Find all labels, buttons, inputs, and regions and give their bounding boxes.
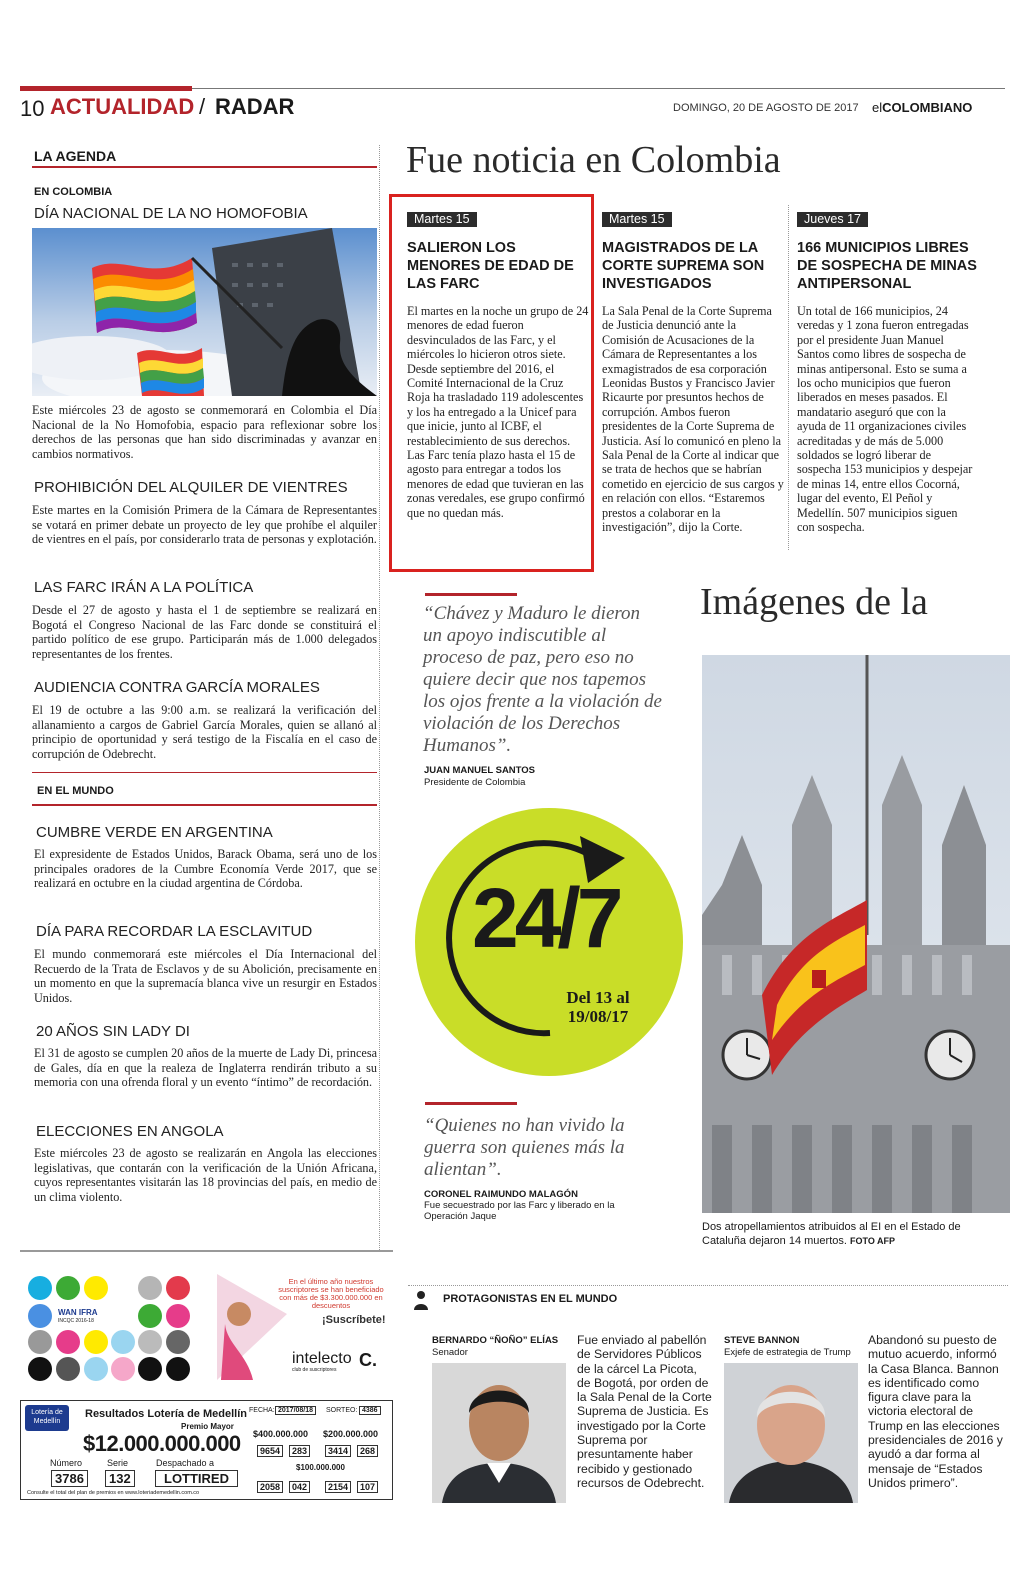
news-body: Un total de 166 municipios, 24 veredas y 1 zona fueron entregadas por el presidente Juan Manuel Santos como libres de sospecha de minas antipersonal. Esto se suma a los ocho municipios que fueron liberados en meses pasados. El mandatario aseguró que con la ayuda de 11 organizaciones civiles acreditadas y de más de 5.000 soldados se logró liberar de sospecha 153 municipios y despejar de minas 14, entre ellos Cocorná, lugar del evento, El Peñol y Medellín. 507 municipios siguen con sospecha. [797,304,973,535]
images-title: Imágenes de la [700,581,928,623]
region-world: EN EL MUNDO [37,785,114,797]
news-body: La Sala Penal de la Corte Suprema de Justicia denunció ante la Comisión de Acusaciones de la Cámara de Representantes a los exmagistrados de esa corporación Leonidas Bustos y Francisco Javier Ricaurte por presuntos hechos de corrupción. Ambos fueron presidentes de la Corte Suprema de Justicia. Así lo comunicó en pleno la Sala Penal de la Corte al indicar que se trata de hechos que se habrían cometido en ejercicio de sus cargos y en relación con ellos. “Estaremos prestos a colaborar en la investigación”, dijo la Corte. [602,304,784,535]
event-title: 20 AÑOS SIN LADY DI [36,1023,190,1040]
seco1-value: $400.000.000 [253,1429,309,1439]
event-body: Este martes en la Comisión Primera de la Cámara de Representantes se votará en primer debate un proyecto de ley que prohíbe el alquiler de vientres en el país, por considerarlo trata de personas y explotación. [32,503,377,547]
color-swatch [56,1276,80,1300]
despachado-value: LOTTIRED [155,1470,238,1487]
event-body: Desde el 27 de agosto y hasta el 1 de septiembre se realizará en Bogotá el Congreso Nacional de las Farc donde se constituirá el partido político de ese grupo. Participarán más de 1.000 delegados representantes de los frentes. [32,603,377,661]
event-body: El mundo conmemorará este miércoles el Día Internacional del Recuerdo de la Trata de Esclavos y de su Abolición, precisamente en un momento en que la supremacía blanca vive un resurgir en Estados Unidos. [34,947,377,1005]
subscription-ad[interactable] [22,1270,392,1388]
wan-ifra-logo: WAN IFRA [58,1308,98,1317]
event-body: El 31 de agosto se cumplen 20 años de la muerte de Lady Di, princesa de Gales, día en que la realeza de Inglaterra rendirán tributo a su memoria con una ofrenda floral y un evento “íntimo” de recordación. [34,1046,377,1090]
badge-dates: Del 13 al 19/08/17 [566,988,630,1026]
event-body: Este miércoles 23 de agosto se conmemorará en Colombia el Día Nacional de la No Homofobia, espacio para reflexionar sobre los derechos de las personas que han sido discriminadas y avanzar en cambios normativos. [32,403,377,461]
ad-text: En el último año nuestros suscriptores se han beneficiado con más de $3.300.000.000 en descuentos [278,1277,384,1310]
event-body: El expresidente de Estados Unidos, Barack Obama, será uno de los principales oradores de la Cumbre Economía Verde 2017, que se realizará en octubre en la ciudad argentina de Córdoba. [34,847,377,891]
seco1-number: 9654 [257,1445,283,1457]
color-swatch [138,1304,162,1328]
color-swatch [84,1276,108,1300]
brand-prefix: el [872,100,883,115]
protagonists-rule [408,1285,1008,1286]
seco3b-serie: 107 [357,1481,378,1493]
lottery-footer: Consulte el total del plan de premios en www.loteriademedellin.com.co [27,1490,200,1496]
color-swatch [166,1276,190,1300]
person-text: Abandonó su puesto de mutuo acuerdo, informó la Casa Blanca. Bannon es identificado como figura clave para la victoria electoral de Trump en las elecciones presidenciales de 2016 y ayudó a dar forma al mensaje de “Estados Unidos primero”. [868,1333,1003,1490]
subscribe-link[interactable]: ¡Suscríbete! [322,1314,386,1326]
numero-label: Número [50,1458,83,1468]
agenda-rule [32,166,377,168]
quote-author: JUAN MANUEL SANTOS [424,765,536,776]
seco3b-number: 2154 [325,1481,351,1493]
lottery-logo: Lotería de Medellín [25,1405,69,1431]
event-title: CUMBRE VERDE EN ARGENTINA [36,824,273,841]
quote-author: CORONEL RAIMUNDO MALAGÓN [424,1189,578,1200]
color-swatch [111,1330,135,1354]
region-colombia: EN COLOMBIA [34,186,113,198]
news-day-tag: Jueves 17 [797,212,868,227]
serie-label: Serie [107,1458,129,1468]
intelecto-sub: club de suscriptores [292,1367,337,1373]
header-rule [192,88,1005,89]
event-title: PROHIBICIÓN DEL ALQUILER DE VIENTRES [34,479,348,496]
seco2-number: 3414 [325,1445,351,1457]
news-body: El martes en la noche un grupo de 24 menores de edad fueron desvinculados de las Farc, y el miércoles lo hicieron otros siete. Desde septiembre del 2016, el Comité Internacional de la Cruz Roja ha trasladado 119 adolescentes y los ha entregado a la Unicef para que inicie, junto al ICBF, el restablecimiento de sus derechos. Las Farc tenía plazo hasta el 15 de agosto para entregar a todos los menores de edad que tuvieran en las zonas veredales, ese grupo confirmó que no quedan más. [407,304,589,520]
brand-name: COLOMBIANO [882,100,973,115]
caption-text: Dos atropellamientos atribuidos al EI en el Estado de Cataluña dejaron 14 muertos. [702,1221,961,1247]
region-rule [32,772,377,773]
seco3-value: $100.000.000 [296,1463,345,1472]
agenda-label: LA AGENDA [34,148,117,164]
person-name: STEVE BANNON [724,1335,800,1346]
issue-date: DOMINGO, 20 DE AGOSTO DE 2017 [673,102,859,114]
event-title: LAS FARC IRÁN A LA POLÍTICA [34,579,254,596]
quote-rule [425,1102,517,1105]
wan-ifra-sub: INCQC 2016-18 [58,1318,94,1324]
news-headline: 166 MUNICIPIOS LIBRES DE SOSPECHA DE MINAS ANTIPERSONAL [797,240,977,292]
quote-role: Presidente de Colombia [424,777,526,788]
serie-value: 132 [105,1470,135,1487]
person-photo [432,1363,566,1503]
lottery-title: Resultados Lotería de Medellín [85,1408,247,1420]
page-number: 10 [20,96,45,121]
person-photo [724,1363,858,1503]
agenda-column [22,145,380,1250]
seco1-serie: 283 [289,1445,310,1457]
news-day-tag: Martes 15 [602,212,672,227]
news-day-tag: Martes 15 [407,212,477,227]
color-swatch [138,1357,162,1381]
color-swatch [166,1304,190,1328]
event-title: DÍA PARA RECORDAR LA ESCLAVITUD [36,923,313,940]
color-swatch [28,1330,52,1354]
color-swatch [138,1330,162,1354]
seco3a-number: 2058 [257,1481,283,1493]
header-accent-bar [20,86,192,91]
person-name: BERNARDO “ÑOÑO” ELÍAS [432,1335,559,1346]
person-role: Exjefe de estrategia de Trump [724,1347,851,1358]
premio-label: Premio Mayor [181,1422,234,1431]
color-swatch [28,1357,52,1381]
pride-flag-photo [32,228,377,396]
event-body: Este miércoles 23 de agosto se realizarán en Angola las elecciones legislativas, que contarán con la verificación de la Unión Africana, cuyos representantes visitarán las 18 provincias del país, en medio de un clima violento. [34,1146,377,1204]
news-item [797,210,977,535]
sorteo-value: 4386 [359,1406,381,1415]
seco2-value: $200.000.000 [323,1429,379,1439]
quote-rule [425,593,517,596]
sorteo-label: SORTEO: [326,1407,358,1414]
main-title: Fue noticia en Colombia [406,139,781,181]
photo-credit: FOTO AFP [850,1236,895,1246]
c-logo-icon: C. [359,1350,377,1370]
highlight-frame [389,194,594,572]
news-headline: SALIERON LOS MENORES DE EDAD DE LAS FARC [407,240,574,292]
photo-caption [702,1220,972,1248]
color-swatch [111,1357,135,1381]
color-swatch [28,1304,52,1328]
event-body: El 19 de octubre a las 9:00 a.m. se realizará la verificación del allanamiento a cargos de Gabriel García Morales, quien se allanó al principio de oportunidad y será testigo de la Fiscalía en el caso de corrupción de Odebrecht. [32,703,377,761]
subsection-name: RADAR [215,94,295,119]
fecha-value: 2017/08/18 [275,1406,316,1415]
color-swatch [56,1357,80,1381]
numero-value: 3786 [51,1470,88,1487]
event-title: ELECCIONES EN ANGOLA [36,1123,224,1140]
person-icon [412,1290,430,1310]
color-swatch [166,1330,190,1354]
color-swatch [28,1276,52,1300]
bottom-separator [20,1250,393,1252]
quote-text: “Chávez y Maduro le dieron un apoyo indiscutible al proceso de paz, pero eso no quiere decir que nos tapemos los ojos frente a la violación de violación de los Derechos Humanos”. [423,603,662,756]
intelecto-logo: intelecto [292,1350,352,1367]
person-role: Senador [432,1347,468,1358]
section-separator: / [199,94,206,119]
quote-text: “Quienes no han vivido la guerra son quienes más la alientan”. [424,1115,625,1180]
color-swatch [84,1357,108,1381]
news-item [602,210,784,535]
person-text: Fue enviado al pabellón de Servidores Públicos de la cárcel La Picota, de Bogotá, por orden de la Sala Penal de la Corte Suprema de Justicia. Es investigado por la Corte Suprema por presuntamente haber recibido y gestionado recursos de Odebrecht. [577,1333,712,1490]
seco2-serie: 268 [357,1445,378,1457]
event-title: AUDIENCIA CONTRA GARCÍA MORALES [34,679,320,696]
seco3a-serie: 042 [289,1481,310,1493]
region-rule [32,804,377,806]
event-title: DÍA NACIONAL DE LA NO HOMOFOBIA [34,205,308,222]
color-swatch [138,1276,162,1300]
column-separator [788,205,789,550]
color-swatch [56,1330,80,1354]
color-swatch [166,1357,190,1381]
premio-mayor: $12.000.000.000 [83,1431,241,1456]
newspaper-brand [872,100,972,115]
fecha-label: FECHA: [249,1407,275,1414]
section-name: ACTUALIDAD [50,94,195,119]
quote-role: Fue secuestrado por las Farc y liberado en la Operación Jaque [424,1200,615,1222]
protagonists-title: PROTAGONISTAS EN EL MUNDO [443,1293,618,1305]
badge-main-text: 24/7 [472,871,620,965]
lottery-results [20,1400,393,1500]
color-swatch [84,1330,108,1354]
spanish-flag-photo [702,655,1010,1213]
news-headline: MAGISTRADOS DE LA CORTE SUPREMA SON INVESTIGADOS [602,240,765,292]
despachado-label: Despachado a [156,1458,215,1468]
